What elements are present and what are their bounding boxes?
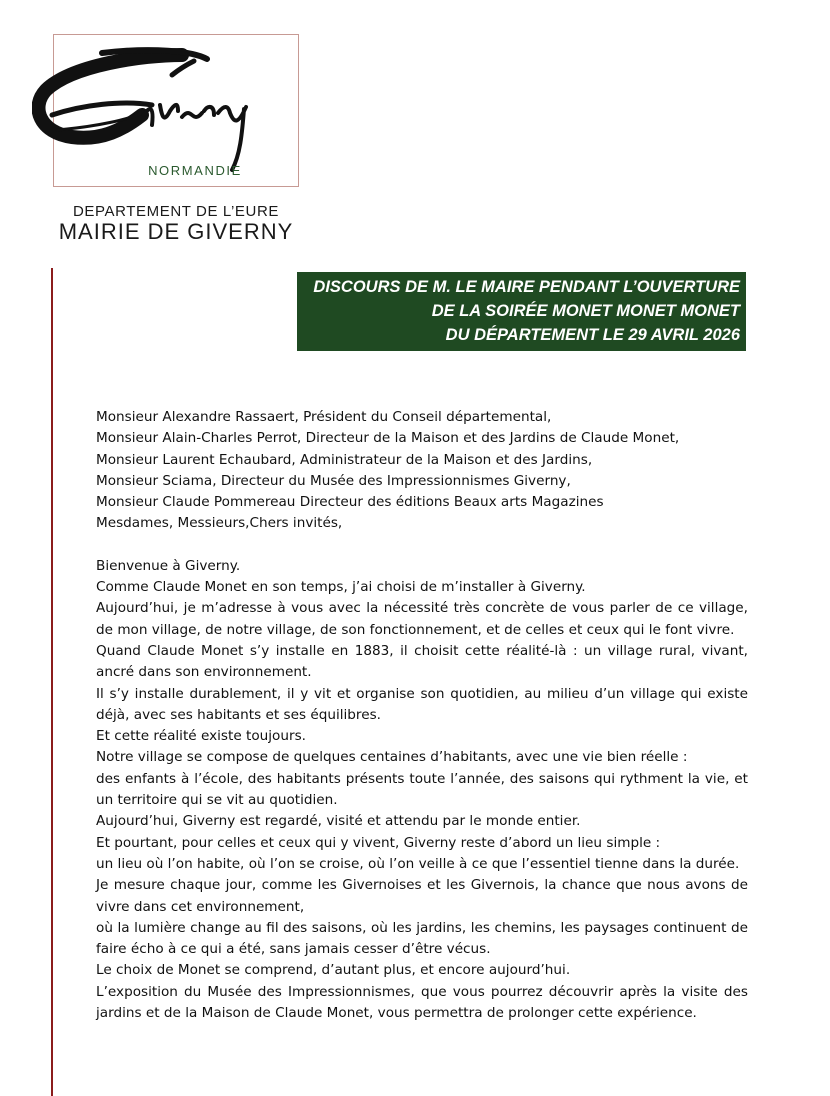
speech-paragraph: Je mesure chaque jour, comme les Givernoises et les Givernois, la chance que nous avons de vivre dans cet environnement, <box>96 877 748 915</box>
salutation-line: Monsieur Sciama, Directeur du Musée des Impressionnismes Giverny, <box>96 472 571 489</box>
speech-paragraph: L’exposition du Musée des Impressionnismes, que vous pourrez découvrir après la visite des jardins et de la Maison de Claude Monet, vous permettra de prolonger cette expérience. <box>96 983 748 1022</box>
speech-title <box>297 272 746 351</box>
title-line: DISCOURS DE M. LE MAIRE PENDANT L’OUVERTURE <box>313 278 740 296</box>
salutation-line: Monsieur Claude Pommereau Directeur des éditions Beaux arts Magazines <box>96 494 604 511</box>
salutation-line: Monsieur Laurent Echaubard, Administrateur de la Maison et des Jardins, <box>96 451 593 468</box>
speech-paragraph: un lieu où l’on habite, où l’on se croise, où l’on veille à ce que l’essentiel tienne dans la durée. <box>96 855 740 872</box>
logo-frame <box>53 34 299 187</box>
speech-paragraph: Il s’y installe durablement, il y vit et organise son quotidien, au milieu d’un village qui existe déjà, avec ses habitants et ses équilibres. <box>96 685 748 723</box>
title-line: DE LA SOIRÉE MONET MONET MONET <box>431 302 740 320</box>
salutation-line: Monsieur Alain-Charles Perrot, Directeur de la Maison et des Jardins de Claude Monet, <box>96 430 680 447</box>
logo-region: NORMANDIE <box>148 163 242 178</box>
title-line: DU DÉPARTEMENT LE 29 AVRIL 2026 <box>445 326 740 344</box>
paragraph-gap <box>96 535 748 556</box>
speech-paragraph: Le choix de Monet se comprend, d’autant plus, et encore aujourd’hui. <box>96 962 571 979</box>
speech-paragraph: des enfants à l’école, des habitants présents toute l’année, des saisons qui rythment la vie, et un territoire qui se vit au quotidien. <box>96 770 748 809</box>
speech-paragraph: Notre village se compose de quelques centaines d’habitants, avec une vie bien réelle : <box>96 749 688 766</box>
giverny-logo <box>32 45 272 215</box>
speech-paragraph: Aujourd’hui, Giverny est regardé, visité et attendu par le monde entier. <box>96 813 581 830</box>
speech-paragraph: Bienvenue à Giverny. <box>96 557 241 574</box>
speech-paragraph: Quand Claude Monet s’y installe en 1883, il choisit cette réalité-là : un village rural, vivant, ancré dans son environnement. <box>96 642 748 681</box>
speech-paragraph: où la lumière change au fil des saisons, où les jardins, les chemins, les paysages continuent de faire écho à ce qui a été, sans jamais cesser d’être vécus. <box>96 919 748 958</box>
speech-paragraph: Et cette réalité existe toujours. <box>96 728 306 745</box>
margin-rule <box>51 268 53 1096</box>
salutation-line: Monsieur Alexandre Rassaert, Président du Conseil départemental, <box>96 409 552 425</box>
speech-paragraph: Et pourtant, pour celles et ceux qui y vivent, Giverny reste d’abord un lieu simple : <box>96 834 661 851</box>
speech-paragraph: Comme Claude Monet en son temps, j’ai choisi de m’installer à Giverny. <box>96 579 586 596</box>
mairie-label: MAIRIE DE GIVERNY <box>58 219 294 244</box>
salutation-line: Mesdames, Messieurs,Chers invités, <box>96 515 343 532</box>
speech-body <box>96 407 748 1024</box>
department-label: DEPARTEMENT DE L’EURE <box>73 203 279 220</box>
speech-paragraph: Aujourd’hui, je m’adresse à vous avec la nécessité très concrète de vous parler de ce village, de mon village, de notre village, de son fonctionnement, et de celles et ceux qui le font vivre. <box>96 600 748 638</box>
